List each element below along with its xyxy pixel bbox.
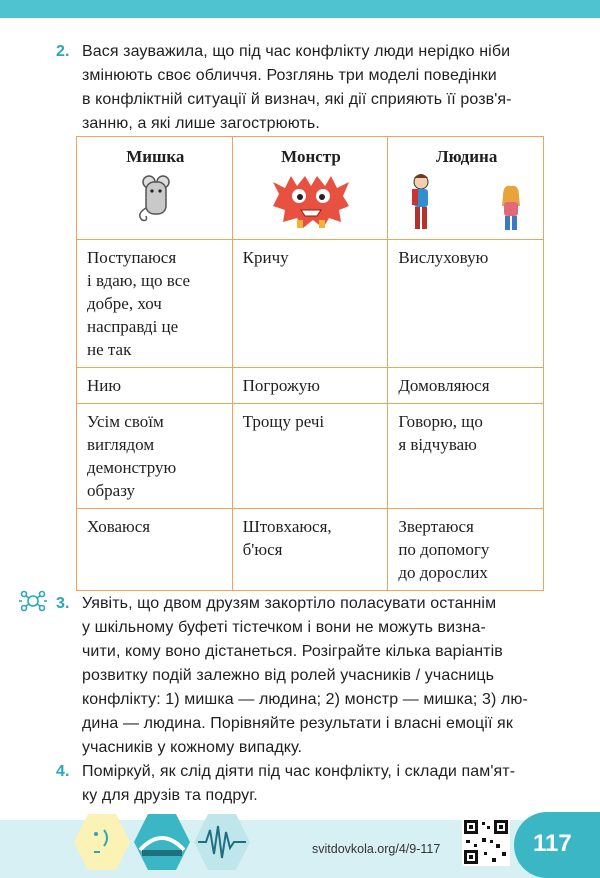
task-line: учасників у кожному випадку. — [82, 739, 303, 756]
cell-line: насправді це — [87, 317, 179, 336]
table-cell — [232, 368, 388, 404]
cell-line: Погрожую — [242, 376, 320, 395]
header-label: Мишка — [126, 147, 185, 166]
cell-line: виглядом — [87, 435, 155, 454]
task-line: розвитку подій залежно від ролей учасників / учасниць — [82, 667, 495, 684]
table-cell — [388, 404, 544, 509]
wave-hexagon-icon — [194, 814, 250, 870]
table-cell — [77, 240, 233, 368]
task-2 — [56, 40, 552, 136]
cell-line: б'юся — [242, 540, 283, 559]
table-header-row — [77, 137, 544, 240]
task-number: 4. — [56, 763, 70, 780]
header-monster — [232, 137, 388, 240]
task-line: конфлікту: 1) мишка — людина; 2) монстр — мишка; 3) лю- — [82, 691, 528, 708]
table-cell — [388, 509, 544, 591]
task-4 — [56, 760, 552, 808]
table-cell — [388, 240, 544, 368]
header-label: Людина — [435, 147, 498, 166]
cell-line: Усім своїм — [87, 412, 164, 431]
cell-line: по допомогу — [398, 540, 490, 559]
task-line: чити, кому воно дістанеться. Розіграйте кілька варіантів — [82, 643, 503, 660]
header-human — [388, 137, 544, 240]
group-work-icon — [18, 588, 48, 614]
monster-illustration — [271, 174, 351, 230]
cell-line: Поступаюся — [87, 248, 177, 267]
table-cell — [388, 368, 544, 404]
task-line: змінюють своє обличчя. Розглянь три моделі поведінки — [82, 67, 497, 84]
task-line: Уявіть, що двом друзям закортіло поласувати останнім — [82, 595, 497, 612]
cell-line: Домовляюся — [398, 376, 490, 395]
table-row — [77, 509, 544, 591]
table-cell — [77, 404, 233, 509]
task-line: ку для друзів та подруг. — [82, 787, 258, 804]
table-cell — [232, 240, 388, 368]
cell-line: образу — [87, 481, 136, 500]
cell-line: і вдаю, що все — [87, 271, 191, 290]
task-line: в конфліктній ситуації й визнач, які дії сприяють її розв'я- — [82, 91, 512, 108]
task-line: у шкільному буфеті тістечком і вони не можуть визна- — [82, 619, 486, 636]
cell-line: Штовхаюся, — [242, 517, 332, 536]
header-mouse — [77, 137, 233, 240]
people-illustration — [407, 174, 527, 232]
table-cell — [77, 509, 233, 591]
task-number: 3. — [56, 595, 70, 612]
task-line: Вася зауважила, що під час конфлікту люди нерідко ніби — [82, 43, 511, 60]
cell-line: до дорослих — [398, 563, 488, 582]
cell-line: Говорю, що — [398, 412, 483, 431]
cell-line: Звертаюся — [398, 517, 474, 536]
ear-hexagon-icon — [74, 814, 130, 870]
bridge-hexagon-icon — [134, 814, 190, 870]
top-bar — [0, 0, 600, 18]
task-number: 2. — [56, 43, 70, 60]
task-line: Поміркуй, як слід діяти під час конфлікту, і склади пам'ят- — [82, 763, 516, 780]
table-row — [77, 240, 544, 368]
cell-line: я відчуваю — [398, 435, 477, 454]
table-row — [77, 368, 544, 404]
header-label: Монстр — [281, 147, 341, 166]
task-3 — [56, 592, 552, 760]
cell-line: Вислуховую — [398, 248, 489, 267]
cell-line: Кричу — [242, 248, 289, 267]
task-line: занню, а які лише загострюють. — [82, 115, 320, 132]
footer-hexagons — [50, 812, 300, 878]
behavior-table — [76, 136, 544, 591]
cell-line: демонструю — [87, 458, 177, 477]
cell-line: Нию — [87, 376, 122, 395]
mouse-illustration — [132, 174, 178, 224]
footer-url[interactable]: svitdovkola.org/4/9-117 — [312, 842, 441, 856]
table-row — [77, 404, 544, 509]
page-footer — [0, 812, 600, 878]
task-line: дина — людина. Порівняйте результати і власні емоції як — [82, 715, 513, 732]
cell-line: Ховаюся — [87, 517, 151, 536]
table-cell — [77, 368, 233, 404]
page-number: 117 — [533, 830, 572, 857]
cell-line: Трощу речі — [242, 412, 325, 431]
qr-code[interactable] — [462, 818, 510, 866]
table-cell — [232, 404, 388, 509]
cell-line: не так — [87, 340, 132, 359]
cell-line: добре, хоч — [87, 294, 162, 313]
table-cell — [232, 509, 388, 591]
